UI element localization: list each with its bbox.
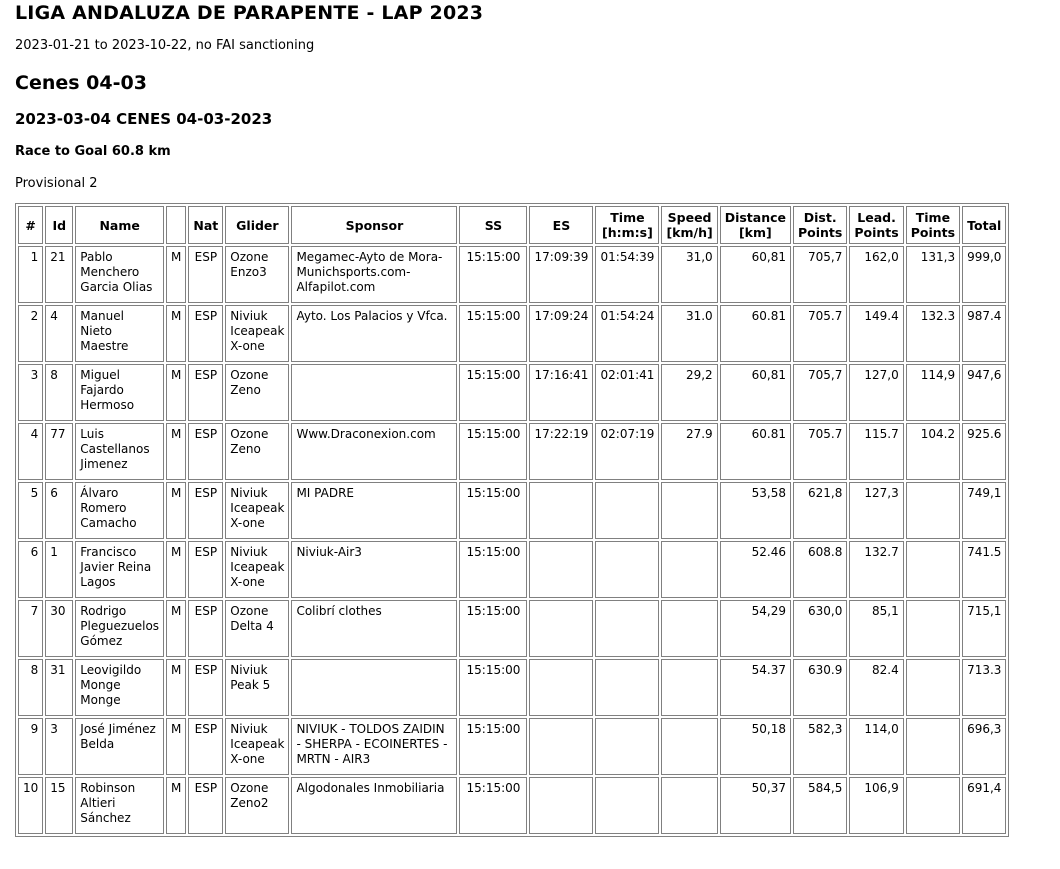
cell-time-points bbox=[906, 482, 960, 539]
header-ss: SS bbox=[459, 206, 527, 244]
cell-rank: 6 bbox=[18, 541, 43, 598]
cell-lead-points: 82.4 bbox=[849, 659, 903, 716]
cell-sponsor: NIVIUK - TOLDOS ZAIDIN - SHERPA - ECOINERTES - MRTN - AIR3 bbox=[291, 718, 457, 775]
cell-ss: 15:15:00 bbox=[459, 541, 527, 598]
cell-time-points bbox=[906, 600, 960, 657]
cell-lead-points: 85,1 bbox=[849, 600, 903, 657]
cell-name: Rodrigo Pleguezuelos Gómez bbox=[75, 600, 164, 657]
cell-rank: 2 bbox=[18, 305, 43, 362]
cell-speed bbox=[661, 482, 717, 539]
cell-speed: 29,2 bbox=[661, 364, 717, 421]
cell-speed: 31,0 bbox=[661, 246, 717, 303]
cell-time: 01:54:24 bbox=[595, 305, 659, 362]
cell-nat: ESP bbox=[188, 541, 223, 598]
header-es: ES bbox=[529, 206, 593, 244]
cell-time-points bbox=[906, 718, 960, 775]
cell-time-points bbox=[906, 541, 960, 598]
header-sponsor: Sponsor bbox=[291, 206, 457, 244]
cell-rank: 10 bbox=[18, 777, 43, 834]
header-distance: Distance [km] bbox=[720, 206, 791, 244]
cell-id: 1 bbox=[45, 541, 73, 598]
cell-speed: 31.0 bbox=[661, 305, 717, 362]
cell-nat: ESP bbox=[188, 423, 223, 480]
table-row bbox=[18, 777, 1006, 834]
cell-ss: 15:15:00 bbox=[459, 364, 527, 421]
cell-distance: 60.81 bbox=[720, 305, 791, 362]
cell-es: 17:09:24 bbox=[529, 305, 593, 362]
cell-gender: M bbox=[166, 423, 186, 480]
cell-glider: Ozone Zeno2 bbox=[225, 777, 289, 834]
cell-glider: Ozone Delta 4 bbox=[225, 600, 289, 657]
cell-sponsor bbox=[291, 364, 457, 421]
cell-gender: M bbox=[166, 541, 186, 598]
cell-total: 741.5 bbox=[962, 541, 1006, 598]
cell-dist-points: 584,5 bbox=[793, 777, 847, 834]
cell-time bbox=[595, 659, 659, 716]
cell-time-points: 132.3 bbox=[906, 305, 960, 362]
cell-time bbox=[595, 718, 659, 775]
cell-speed bbox=[661, 541, 717, 598]
cell-time: 02:07:19 bbox=[595, 423, 659, 480]
header-lead-points: Lead. Points bbox=[849, 206, 903, 244]
cell-id: 77 bbox=[45, 423, 73, 480]
cell-ss: 15:15:00 bbox=[459, 246, 527, 303]
cell-distance: 54.37 bbox=[720, 659, 791, 716]
header-time-points: Time Points bbox=[906, 206, 960, 244]
cell-es: 17:16:41 bbox=[529, 364, 593, 421]
cell-total: 987.4 bbox=[962, 305, 1006, 362]
cell-dist-points: 705.7 bbox=[793, 305, 847, 362]
cell-dist-points: 630,0 bbox=[793, 600, 847, 657]
cell-gender: M bbox=[166, 777, 186, 834]
cell-es bbox=[529, 541, 593, 598]
table-row bbox=[18, 364, 1006, 421]
cell-id: 4 bbox=[45, 305, 73, 362]
cell-time-points: 131,3 bbox=[906, 246, 960, 303]
header-rank: # bbox=[18, 206, 43, 244]
cell-nat: ESP bbox=[188, 659, 223, 716]
cell-name: Álvaro Romero Camacho bbox=[75, 482, 164, 539]
cell-id: 8 bbox=[45, 364, 73, 421]
cell-sponsor bbox=[291, 659, 457, 716]
cell-dist-points: 621,8 bbox=[793, 482, 847, 539]
cell-gender: M bbox=[166, 246, 186, 303]
cell-gender: M bbox=[166, 305, 186, 362]
cell-nat: ESP bbox=[188, 305, 223, 362]
header-time: Time [h:m:s] bbox=[595, 206, 659, 244]
cell-distance: 52.46 bbox=[720, 541, 791, 598]
cell-nat: ESP bbox=[188, 246, 223, 303]
cell-speed: 27.9 bbox=[661, 423, 717, 480]
cell-total: 999,0 bbox=[962, 246, 1006, 303]
cell-total: 696,3 bbox=[962, 718, 1006, 775]
cell-es bbox=[529, 659, 593, 716]
cell-dist-points: 705,7 bbox=[793, 246, 847, 303]
cell-rank: 8 bbox=[18, 659, 43, 716]
header-name: Name bbox=[75, 206, 164, 244]
cell-sponsor: Ayto. Los Palacios y Vfca. bbox=[291, 305, 457, 362]
cell-ss: 15:15:00 bbox=[459, 305, 527, 362]
cell-dist-points: 705,7 bbox=[793, 364, 847, 421]
cell-gender: M bbox=[166, 718, 186, 775]
cell-time bbox=[595, 600, 659, 657]
cell-speed bbox=[661, 600, 717, 657]
cell-distance: 60,81 bbox=[720, 364, 791, 421]
task-type: Race to Goal 60.8 km bbox=[15, 144, 171, 159]
results-table bbox=[15, 203, 1009, 837]
cell-nat: ESP bbox=[188, 600, 223, 657]
table-row bbox=[18, 246, 1006, 303]
header-nat: Nat bbox=[188, 206, 223, 244]
cell-time-points bbox=[906, 777, 960, 834]
table-row bbox=[18, 600, 1006, 657]
cell-time: 01:54:39 bbox=[595, 246, 659, 303]
cell-name: Pablo Menchero Garcia Olias bbox=[75, 246, 164, 303]
table-row bbox=[18, 659, 1006, 716]
header-gender bbox=[166, 206, 186, 244]
cell-rank: 3 bbox=[18, 364, 43, 421]
cell-ss: 15:15:00 bbox=[459, 423, 527, 480]
cell-sponsor: Colibrí clothes bbox=[291, 600, 457, 657]
cell-gender: M bbox=[166, 600, 186, 657]
cell-name: Miguel Fajardo Hermoso bbox=[75, 364, 164, 421]
cell-name: Leovigildo Monge Monge bbox=[75, 659, 164, 716]
cell-time bbox=[595, 482, 659, 539]
cell-id: 30 bbox=[45, 600, 73, 657]
cell-ss: 15:15:00 bbox=[459, 718, 527, 775]
cell-id: 6 bbox=[45, 482, 73, 539]
cell-sponsor: Megamec-Ayto de Mora-Munichsports.com-Alfapilot.com bbox=[291, 246, 457, 303]
cell-es bbox=[529, 777, 593, 834]
cell-lead-points: 149.4 bbox=[849, 305, 903, 362]
cell-lead-points: 162,0 bbox=[849, 246, 903, 303]
cell-dist-points: 705.7 bbox=[793, 423, 847, 480]
cell-speed bbox=[661, 718, 717, 775]
cell-nat: ESP bbox=[188, 777, 223, 834]
cell-nat: ESP bbox=[188, 718, 223, 775]
task-name: Cenes 04-03 bbox=[15, 72, 147, 94]
cell-time bbox=[595, 541, 659, 598]
cell-id: 15 bbox=[45, 777, 73, 834]
cell-id: 31 bbox=[45, 659, 73, 716]
cell-id: 21 bbox=[45, 246, 73, 303]
cell-time-points: 104.2 bbox=[906, 423, 960, 480]
cell-time bbox=[595, 777, 659, 834]
header-id: Id bbox=[45, 206, 73, 244]
cell-name: Manuel Nieto Maestre bbox=[75, 305, 164, 362]
cell-es: 17:22:19 bbox=[529, 423, 593, 480]
cell-rank: 9 bbox=[18, 718, 43, 775]
cell-sponsor: Algodonales Inmobiliaria bbox=[291, 777, 457, 834]
cell-ss: 15:15:00 bbox=[459, 659, 527, 716]
cell-distance: 60,81 bbox=[720, 246, 791, 303]
competition-dates: 2023-01-21 to 2023-10-22, no FAI sanctioning bbox=[15, 38, 315, 53]
cell-lead-points: 132.7 bbox=[849, 541, 903, 598]
cell-distance: 50,37 bbox=[720, 777, 791, 834]
cell-ss: 15:15:00 bbox=[459, 482, 527, 539]
header-total: Total bbox=[962, 206, 1006, 244]
competition-title: LIGA ANDALUZA DE PARAPENTE - LAP 2023 bbox=[15, 2, 484, 24]
cell-es bbox=[529, 718, 593, 775]
cell-name: Francisco Javier Reina Lagos bbox=[75, 541, 164, 598]
cell-speed bbox=[661, 777, 717, 834]
cell-sponsor: MI PADRE bbox=[291, 482, 457, 539]
cell-distance: 53,58 bbox=[720, 482, 791, 539]
cell-nat: ESP bbox=[188, 364, 223, 421]
cell-speed bbox=[661, 659, 717, 716]
cell-glider: Niviuk Iceapeak X-one bbox=[225, 718, 289, 775]
task-date-title: 2023-03-04 CENES 04-03-2023 bbox=[15, 110, 273, 128]
header-speed: Speed [km/h] bbox=[661, 206, 717, 244]
header-dist-points: Dist. Points bbox=[793, 206, 847, 244]
cell-glider: Ozone Zeno bbox=[225, 364, 289, 421]
cell-es bbox=[529, 600, 593, 657]
cell-glider: Ozone Zeno bbox=[225, 423, 289, 480]
cell-time-points bbox=[906, 659, 960, 716]
cell-total: 925.6 bbox=[962, 423, 1006, 480]
cell-dist-points: 582,3 bbox=[793, 718, 847, 775]
cell-time: 02:01:41 bbox=[595, 364, 659, 421]
cell-glider: Niviuk Peak 5 bbox=[225, 659, 289, 716]
cell-gender: M bbox=[166, 659, 186, 716]
cell-sponsor: Www.Draconexion.com bbox=[291, 423, 457, 480]
cell-total: 749,1 bbox=[962, 482, 1006, 539]
cell-ss: 15:15:00 bbox=[459, 777, 527, 834]
table-row bbox=[18, 305, 1006, 362]
cell-total: 947,6 bbox=[962, 364, 1006, 421]
cell-ss: 15:15:00 bbox=[459, 600, 527, 657]
cell-es: 17:09:39 bbox=[529, 246, 593, 303]
cell-total: 713.3 bbox=[962, 659, 1006, 716]
cell-distance: 54,29 bbox=[720, 600, 791, 657]
cell-rank: 4 bbox=[18, 423, 43, 480]
cell-id: 3 bbox=[45, 718, 73, 775]
cell-rank: 1 bbox=[18, 246, 43, 303]
cell-lead-points: 106,9 bbox=[849, 777, 903, 834]
header-row bbox=[18, 206, 1006, 244]
cell-gender: M bbox=[166, 364, 186, 421]
cell-time-points: 114,9 bbox=[906, 364, 960, 421]
results-status: Provisional 2 bbox=[15, 176, 98, 191]
cell-nat: ESP bbox=[188, 482, 223, 539]
cell-name: Robinson Altieri Sánchez bbox=[75, 777, 164, 834]
table-row bbox=[18, 718, 1006, 775]
cell-glider: Niviuk Iceapeak X-one bbox=[225, 541, 289, 598]
cell-total: 715,1 bbox=[962, 600, 1006, 657]
table-row bbox=[18, 541, 1006, 598]
cell-name: José Jiménez Belda bbox=[75, 718, 164, 775]
cell-distance: 60.81 bbox=[720, 423, 791, 480]
cell-distance: 50,18 bbox=[720, 718, 791, 775]
cell-lead-points: 127,3 bbox=[849, 482, 903, 539]
cell-lead-points: 127,0 bbox=[849, 364, 903, 421]
cell-glider: Ozone Enzo3 bbox=[225, 246, 289, 303]
cell-glider: Niviuk Iceapeak X-one bbox=[225, 482, 289, 539]
cell-rank: 5 bbox=[18, 482, 43, 539]
cell-dist-points: 608.8 bbox=[793, 541, 847, 598]
cell-glider: Niviuk Iceapeak X-one bbox=[225, 305, 289, 362]
cell-dist-points: 630.9 bbox=[793, 659, 847, 716]
table-row bbox=[18, 423, 1006, 480]
header-glider: Glider bbox=[225, 206, 289, 244]
cell-lead-points: 114,0 bbox=[849, 718, 903, 775]
cell-es bbox=[529, 482, 593, 539]
cell-gender: M bbox=[166, 482, 186, 539]
cell-rank: 7 bbox=[18, 600, 43, 657]
cell-lead-points: 115.7 bbox=[849, 423, 903, 480]
cell-name: Luis Castellanos Jimenez bbox=[75, 423, 164, 480]
table-row bbox=[18, 482, 1006, 539]
cell-total: 691,4 bbox=[962, 777, 1006, 834]
cell-sponsor: Niviuk-Air3 bbox=[291, 541, 457, 598]
